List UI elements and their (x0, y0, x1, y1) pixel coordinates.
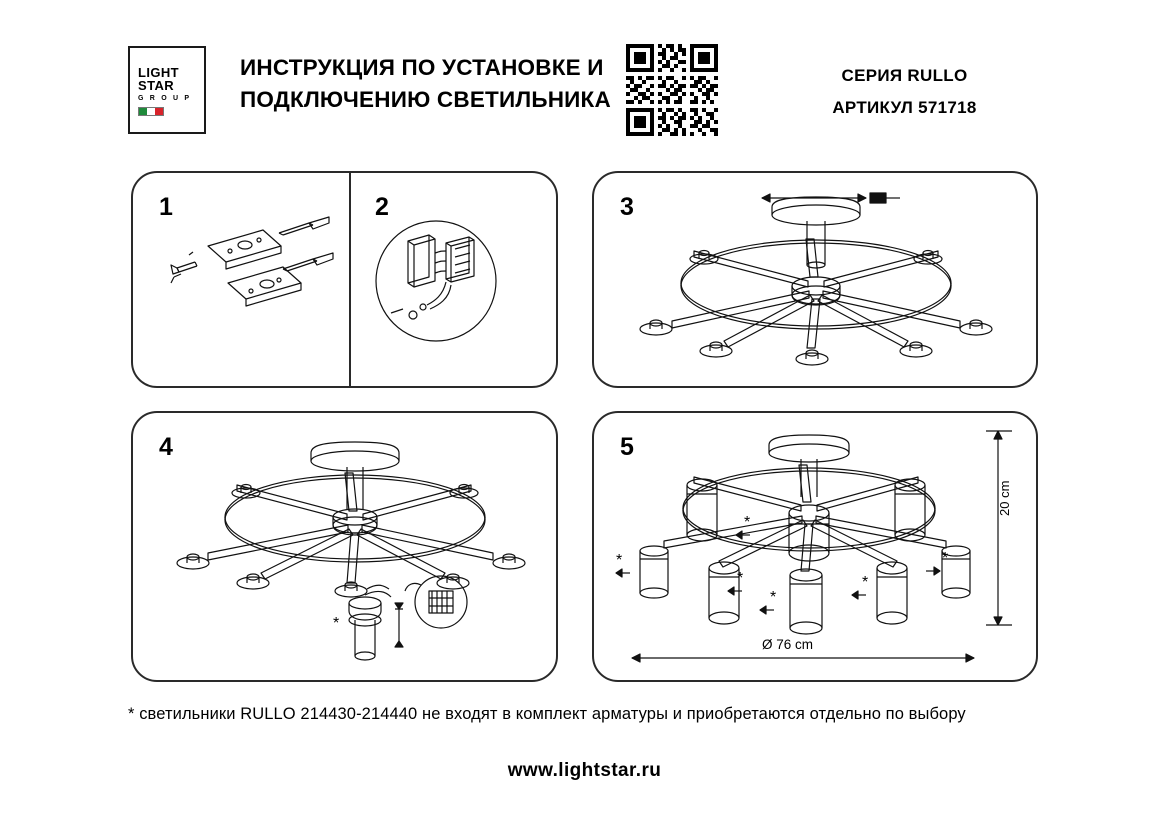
logo-line-2: STAR (138, 77, 175, 93)
step-number-2: 2 (375, 193, 389, 221)
height-dimension-label: 20 cm (997, 480, 1012, 516)
asterisk-marker-2: * (744, 514, 751, 531)
brand-logo (128, 46, 206, 134)
step-panel-4 (131, 411, 558, 682)
figure-step-2 (133, 173, 560, 390)
asterisk-marker-3: * (737, 570, 744, 587)
asterisk-marker-4: * (770, 589, 777, 606)
step-number-4: 4 (159, 433, 173, 461)
asterisk-marker-5: * (862, 574, 869, 591)
italian-flag-icon (138, 107, 164, 116)
step-panel-5 (592, 411, 1038, 682)
step-number-1: 1 (159, 193, 173, 221)
article-label: АРТИКУЛ 571718 (832, 98, 977, 117)
figure-step-3 (594, 173, 1040, 390)
title-line-1: ИНСТРУКЦИЯ ПО УСТАНОВКЕ И (240, 55, 604, 80)
title-line-2: ПОДКЛЮЧЕНИЮ СВЕТИЛЬНИКА (240, 87, 611, 112)
figure-step-4 (133, 413, 560, 684)
page-title (240, 52, 630, 116)
series-label: СЕРИЯ RULLO (841, 66, 968, 85)
asterisk-marker-1: * (616, 552, 623, 569)
qr-code-icon (626, 44, 718, 136)
step-panel-1-2 (131, 171, 558, 388)
logo-group-text: G R O U P (138, 94, 192, 102)
diameter-dimension-label: Ø 76 cm (762, 637, 814, 652)
asterisk-marker-6: * (942, 550, 949, 567)
figure-step-5 (594, 413, 1040, 684)
svg-text:*: * (333, 615, 340, 632)
logo-line-1: LIGHT (138, 64, 179, 80)
footnote-text: * светильники RULLO 214430-214440 не входят в комплект арматуры и приобретаются отдельно по выбору (128, 705, 966, 723)
website-url[interactable]: www.lightstar.ru (507, 760, 662, 781)
page-header (128, 38, 1041, 138)
step-number-3: 3 (620, 193, 634, 221)
step-number-5: 5 (620, 433, 634, 461)
step-panel-3 (592, 171, 1038, 388)
product-info (768, 60, 1041, 124)
